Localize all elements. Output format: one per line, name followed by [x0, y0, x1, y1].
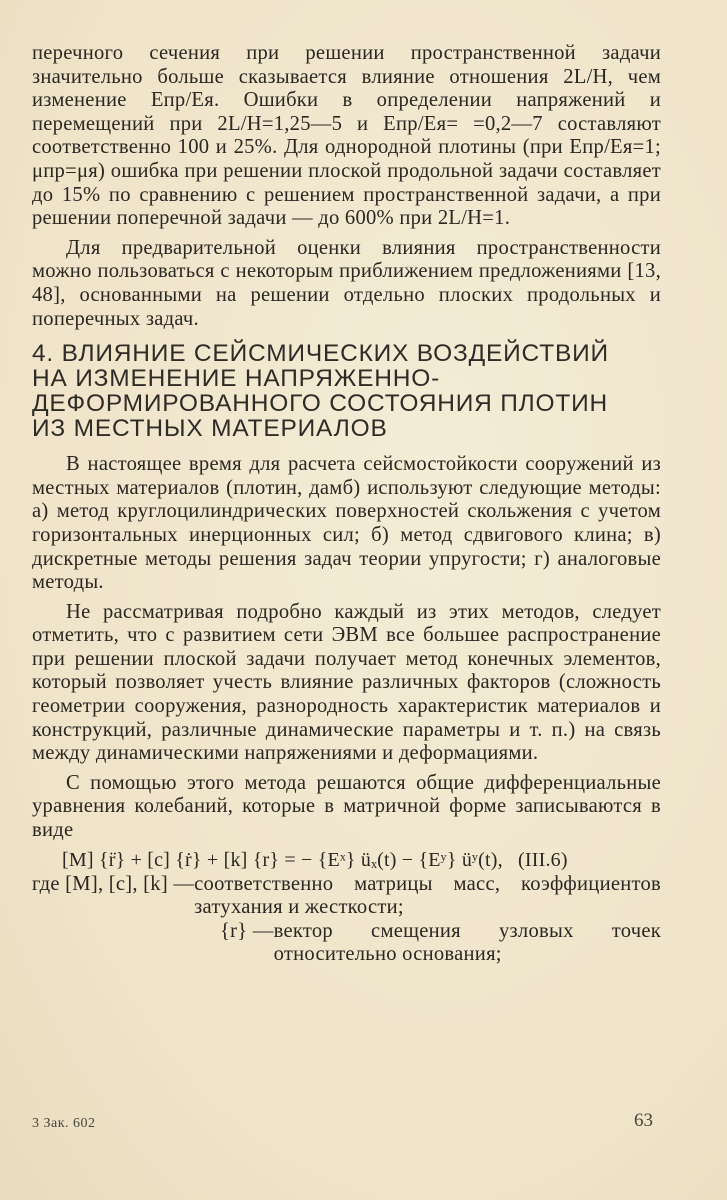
section-heading [32, 341, 661, 441]
definition-description: вектор смещения узловых точек относительно основания; [273, 919, 661, 966]
paragraph-fem: Не рассматривая подробно каждый из этих методов, следует отметить, что с развитием сети ЭВМ все большее распространение при решении плоской задачи получает метод конечных элементов, который позволяет учесть влияние различных факторов (сложность геометрии сооружения, разнородность характеристик материалов и конструкций, различные динамические параметры и т. п.) на связь между динамическими напряжениями и деформациями. [32, 600, 661, 765]
section-heading-line: 4. ВЛИЯНИЕ СЕЙСМИЧЕСКИХ ВОЗДЕЙСТВИЙ [32, 340, 609, 368]
definition-term: где [M], [c], [k] — [32, 872, 195, 895]
paragraph-continuation: перечного сечения при решении пространственной задачи значительно больше сказывается влияние отношения 2L/H, чем изменение Eпр/Eя. Ошибки в определении напряжений и перемещений при 2L/H=1,25—5 и Eпр/Eя= =0,2—7 составляют соответственно 100 и 25%. Для однородной плотины (при Eпр/Eя=1; μпр=μя) ошибка при решении плоской продольной задачи составляет до 15% по сравнению с решением пространственной задачи, а при решении поперечной задачи — до 600% при 2L/H=1. [32, 42, 661, 230]
equation-body: [M] {r̈} + [c] {ṙ} + [k] {r} = − {Eˣ} üₓ(t) − {Eʸ} üʸ(t), [62, 848, 503, 871]
definition-term: {r} — [220, 919, 274, 942]
definition-description: соответственно матрицы масс, коэффициентов затухания и жесткости; [194, 872, 661, 919]
definition-list [32, 873, 661, 967]
section-heading-line: НА ИЗМЕНЕНИЕ НАПРЯЖЕННО- [32, 365, 441, 393]
definition-item [32, 873, 661, 920]
equation-number: (III.6) [518, 848, 568, 871]
definition-item [32, 920, 661, 967]
page-number: 63 [634, 1110, 653, 1131]
printing-note: 3 Зак. 602 [32, 1116, 96, 1131]
matrix-equation [32, 847, 661, 873]
section-heading-line: ИЗ МЕСТНЫХ МАТЕРИАЛОВ [32, 415, 388, 443]
paragraph-preliminary-estimate: Для предварительной оценки влияния пространственности можно пользоваться с некоторым приближением предложениями [13, 48], основанными на решении отдельно плоских продольных и поперечных задач. [32, 236, 661, 330]
paragraph-equations-intro: С помощью этого метода решаются общие дифференциальные уравнения колебаний, которые в матричной форме записываются в виде [32, 771, 661, 842]
page-footer [32, 1110, 653, 1132]
section-heading-line: ДЕФОРМИРОВАННОГО СОСТОЯНИЯ ПЛОТИН [32, 390, 609, 418]
paragraph-methods: В настоящее время для расчета сейсмостойкости сооружений из местных материалов (плотин, дамб) используют следующие методы: а) метод круглоцилиндрических поверхностей скольжения с учетом горизонтальных инерционных сил; б) метод сдвигового клина; в) дискретные методы решения задач теории упругости; г) аналоговые методы. [32, 453, 661, 594]
